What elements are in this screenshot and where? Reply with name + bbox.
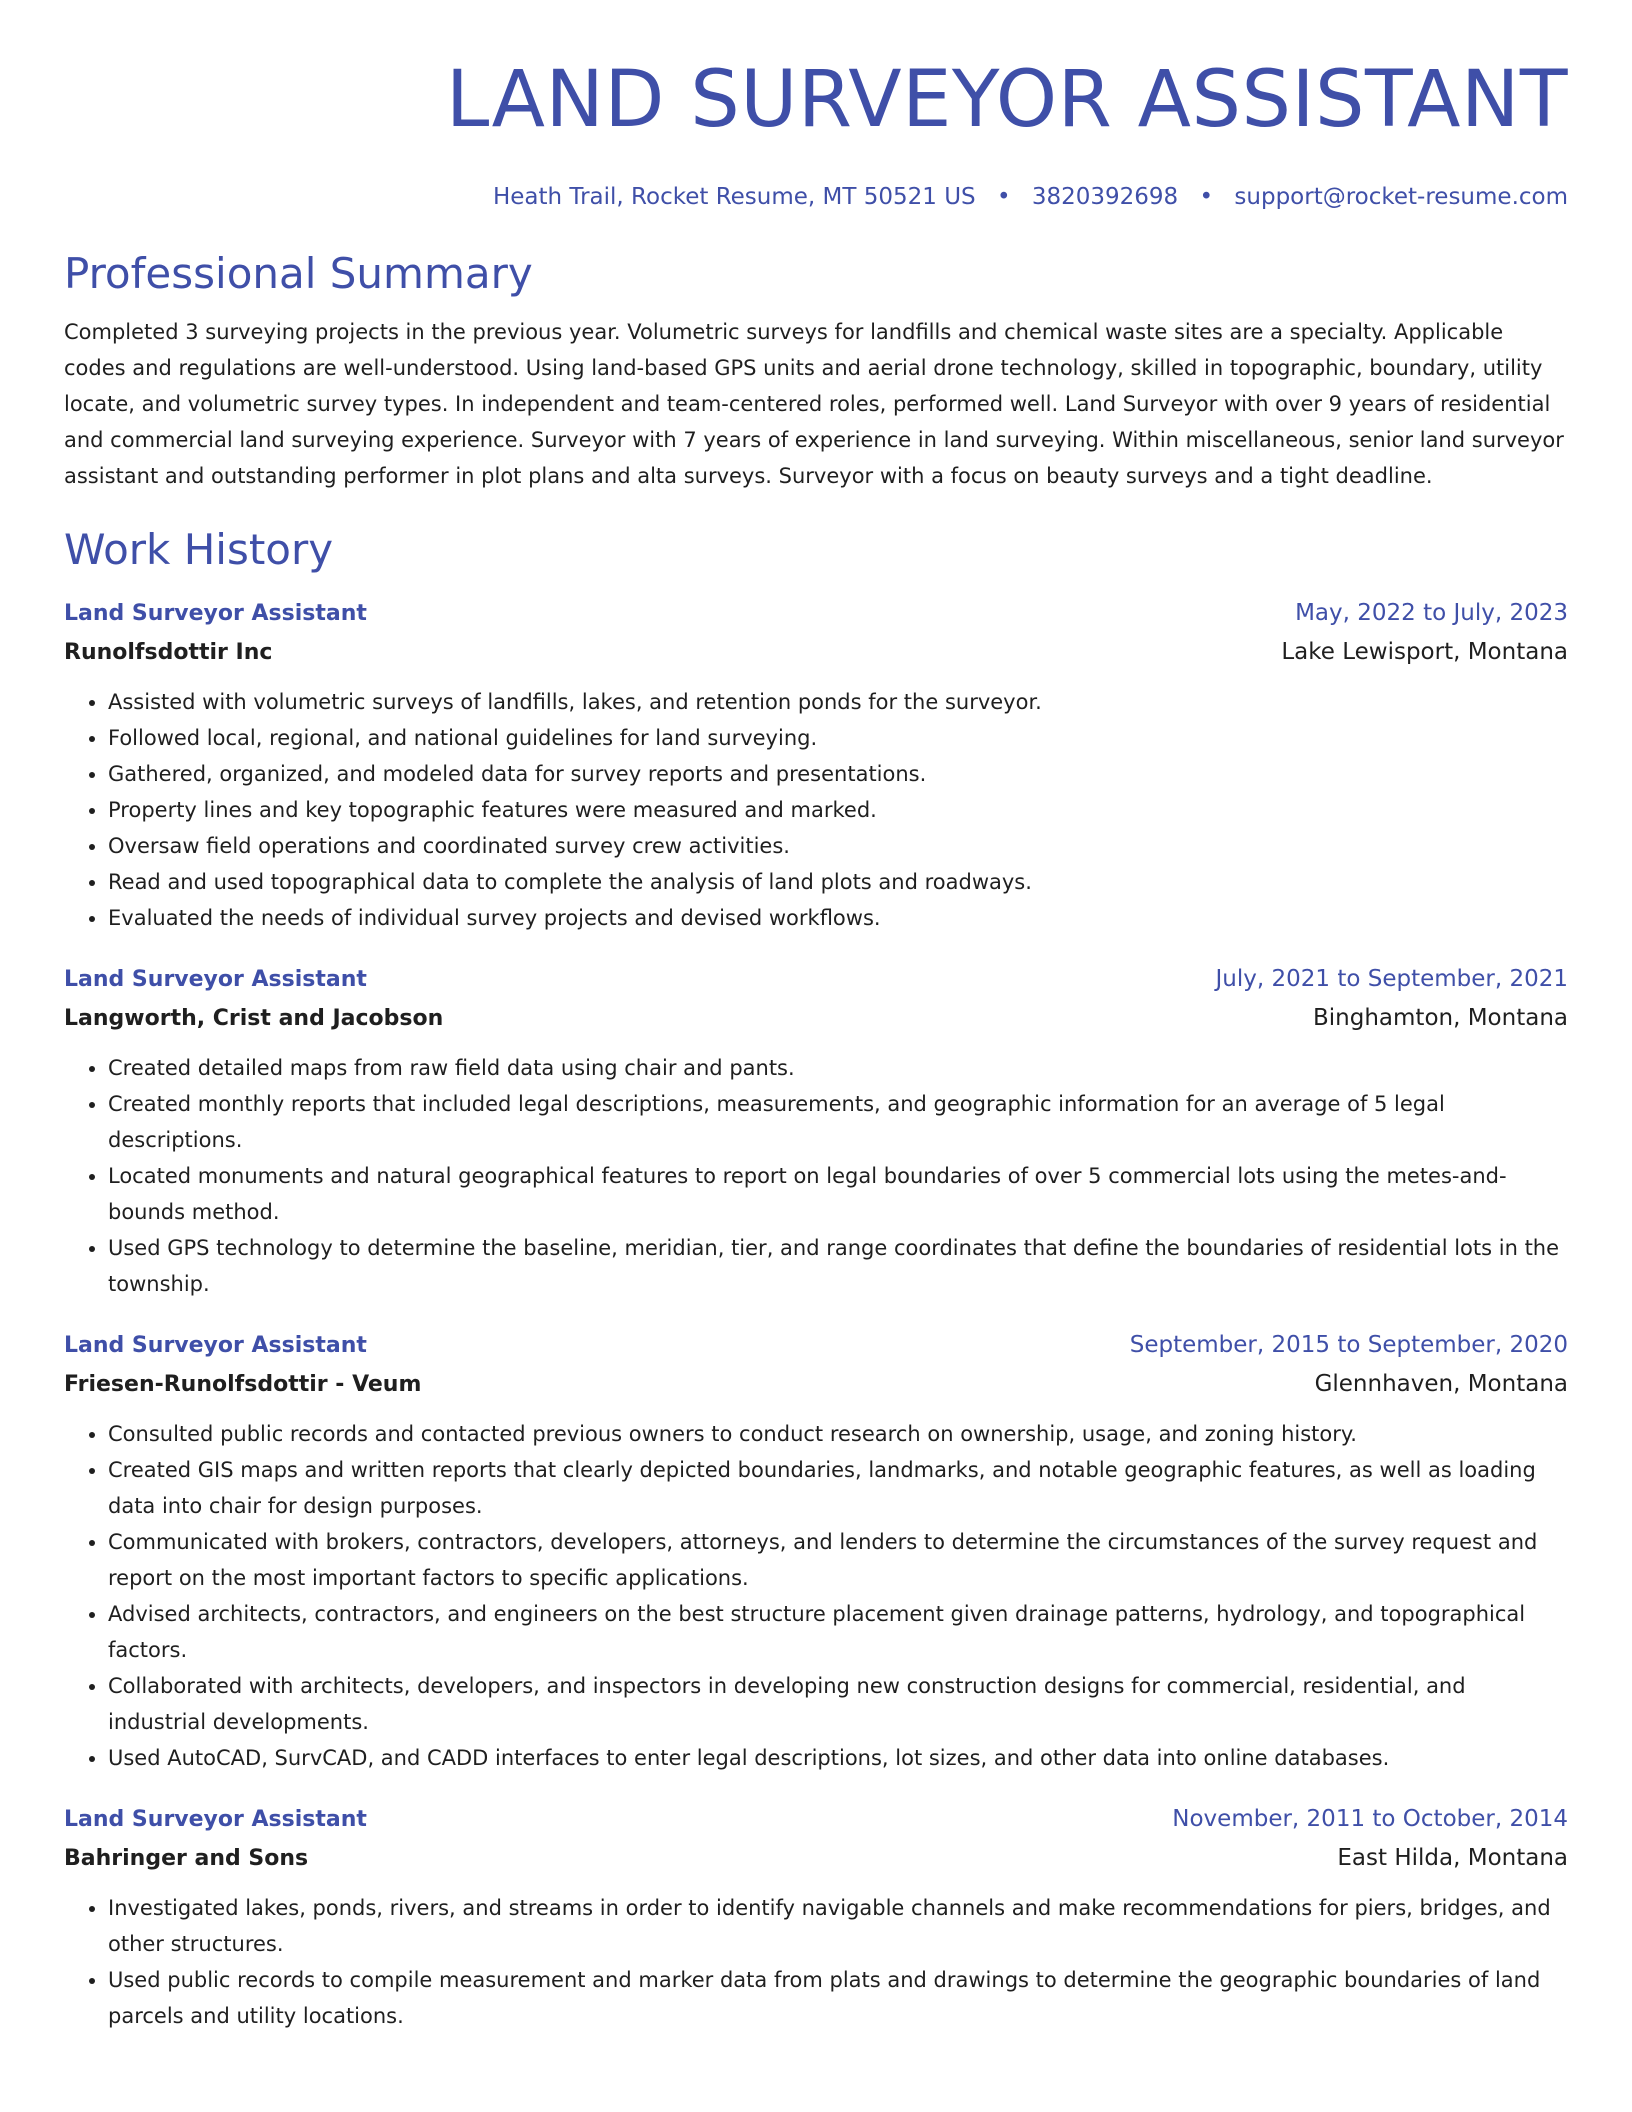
job-bullet: • Followed local, regional, and national guidelines for land surveying. (108, 720, 1568, 756)
contact-phone[interactable]: 3820392698 (1031, 184, 1179, 210)
job-company: Runolfsdottir Inc (64, 640, 273, 665)
job-location: Glennhaven, Montana (1314, 1371, 1568, 1397)
job-location: East Hilda, Montana (1337, 1845, 1568, 1871)
summary-text: Completed 3 surveying projects in the previous year. Volumetric surveys for landfills and chemical waste sites are a specialty. Applicable codes and regulations are well-understood. Using land-based GPS units and aerial drone technology, skilled in topographic, boundary, utility locate, and volumetric survey types. In independent and team-centered roles, performed well. Land Surveyor with over 9 years of residential and commercial land surveying experience. Surveyor with 7 years of experience in land surveying. Within miscellaneous, senior land surveyor assistant and outstanding performer in plot plans and alta surveys. Surveyor with a focus on beauty surveys and a tight deadline. (64, 320, 1564, 488)
contact-separator: • (1199, 184, 1214, 210)
job-title: Land Surveyor Assistant (64, 1333, 367, 1358)
job-bullet: • Used AutoCAD, SurvCAD, and CADD interfaces to enter legal descriptions, lot sizes, and other data into online databases. (108, 1740, 1568, 1776)
job-dates: July, 2021 to September, 2021 (1215, 966, 1568, 992)
job-header-row (64, 1800, 1568, 1839)
job-location: Binghamton, Montana (1313, 1005, 1568, 1031)
job-bullet: • Evaluated the needs of individual survey projects and devised workflows. (108, 900, 1568, 936)
job-company-row (64, 1839, 1568, 1878)
job-dates: November, 2011 to October, 2014 (1172, 1806, 1568, 1832)
job-entry (64, 1326, 1568, 1776)
job-entry (64, 594, 1568, 936)
job-bullet: • Advised architects, contractors, and engineers on the best structure placement given drainage patterns, hydrology, and topographical factors. (108, 1596, 1568, 1668)
job-bullet: • Oversaw field operations and coordinated survey crew activities. (108, 828, 1568, 864)
job-company: Langworth, Crist and Jacobson (64, 1006, 444, 1031)
job-bullet: • Communicated with brokers, contractors, developers, attorneys, and lenders to determine the circumstances of the survey request and report on the most important factors to specific applications. (108, 1524, 1568, 1596)
job-location: Lake Lewisport, Montana (1281, 639, 1568, 665)
job-company: Bahringer and Sons (64, 1846, 309, 1871)
job-bullet: • Used public records to compile measurement and marker data from plats and drawings to determine the geographic boundaries of land parcels and utility locations. (108, 1962, 1568, 2034)
job-bullet: • Property lines and key topographic features were measured and marked. (108, 792, 1568, 828)
job-company-row (64, 633, 1568, 672)
job-bullet: • Assisted with volumetric surveys of landfills, lakes, and retention ponds for the surveyor. (108, 684, 1568, 720)
job-bullet-list (64, 1890, 1568, 2034)
job-dates: May, 2022 to July, 2023 (1295, 600, 1568, 626)
job-bullet: • Used GPS technology to determine the baseline, meridian, tier, and range coordinates that define the boundaries of residential lots in the township. (108, 1230, 1568, 1302)
job-bullet: • Created detailed maps from raw field data using chair and pants. (108, 1050, 1568, 1086)
job-bullet: • Investigated lakes, ponds, rivers, and streams in order to identify navigable channels and make recommendations for piers, bridges, and other structures. (108, 1890, 1568, 1962)
contact-address: Heath Trail, Rocket Resume, MT 50521 US (492, 184, 976, 210)
job-bullet: • Consulted public records and contacted previous owners to conduct research on ownership, usage, and zoning history. (108, 1416, 1568, 1452)
candidate-title: LAND SURVEYOR ASSISTANT (445, 55, 1568, 145)
job-bullet: • Created monthly reports that included legal descriptions, measurements, and geographic information for an average of 5 legal descriptions. (108, 1086, 1568, 1158)
job-header-row (64, 594, 1568, 633)
job-bullet-list (64, 1050, 1568, 1302)
job-entry (64, 960, 1568, 1302)
job-bullet: • Gathered, organized, and modeled data for survey reports and presentations. (108, 756, 1568, 792)
job-company-row (64, 999, 1568, 1038)
job-bullet: • Located monuments and natural geographical features to report on legal boundaries of over 5 commercial lots using the metes-and-bounds method. (108, 1158, 1568, 1230)
job-bullet-list (64, 1416, 1568, 1776)
job-title: Land Surveyor Assistant (64, 1807, 367, 1832)
work-history-section (64, 524, 1568, 2034)
summary-section (64, 248, 1568, 494)
contact-separator: • (996, 184, 1011, 210)
job-header-row (64, 1326, 1568, 1365)
job-title: Land Surveyor Assistant (64, 601, 367, 626)
contact-email[interactable]: support@rocket-resume.com (1234, 184, 1568, 210)
summary-heading: Professional Summary (64, 249, 533, 298)
job-title: Land Surveyor Assistant (64, 967, 367, 992)
job-company: Friesen-Runolfsdottir - Veum (64, 1372, 422, 1397)
job-company-row (64, 1365, 1568, 1404)
job-bullet: • Read and used topographical data to complete the analysis of land plots and roadways. (108, 864, 1568, 900)
job-bullet-list (64, 684, 1568, 936)
job-bullet: • Created GIS maps and written reports that clearly depicted boundaries, landmarks, and notable geographic features, as well as loading data into chair for design purposes. (108, 1452, 1568, 1524)
job-bullet: • Collaborated with architects, developers, and inspectors in developing new construction designs for commercial, residential, and industrial developments. (108, 1668, 1568, 1740)
job-header-row (64, 960, 1568, 999)
job-entry (64, 1800, 1568, 2034)
resume-header (64, 50, 1568, 212)
job-dates: September, 2015 to September, 2020 (1129, 1332, 1568, 1358)
work-history-heading: Work History (64, 525, 334, 574)
contact-line (64, 182, 1568, 212)
